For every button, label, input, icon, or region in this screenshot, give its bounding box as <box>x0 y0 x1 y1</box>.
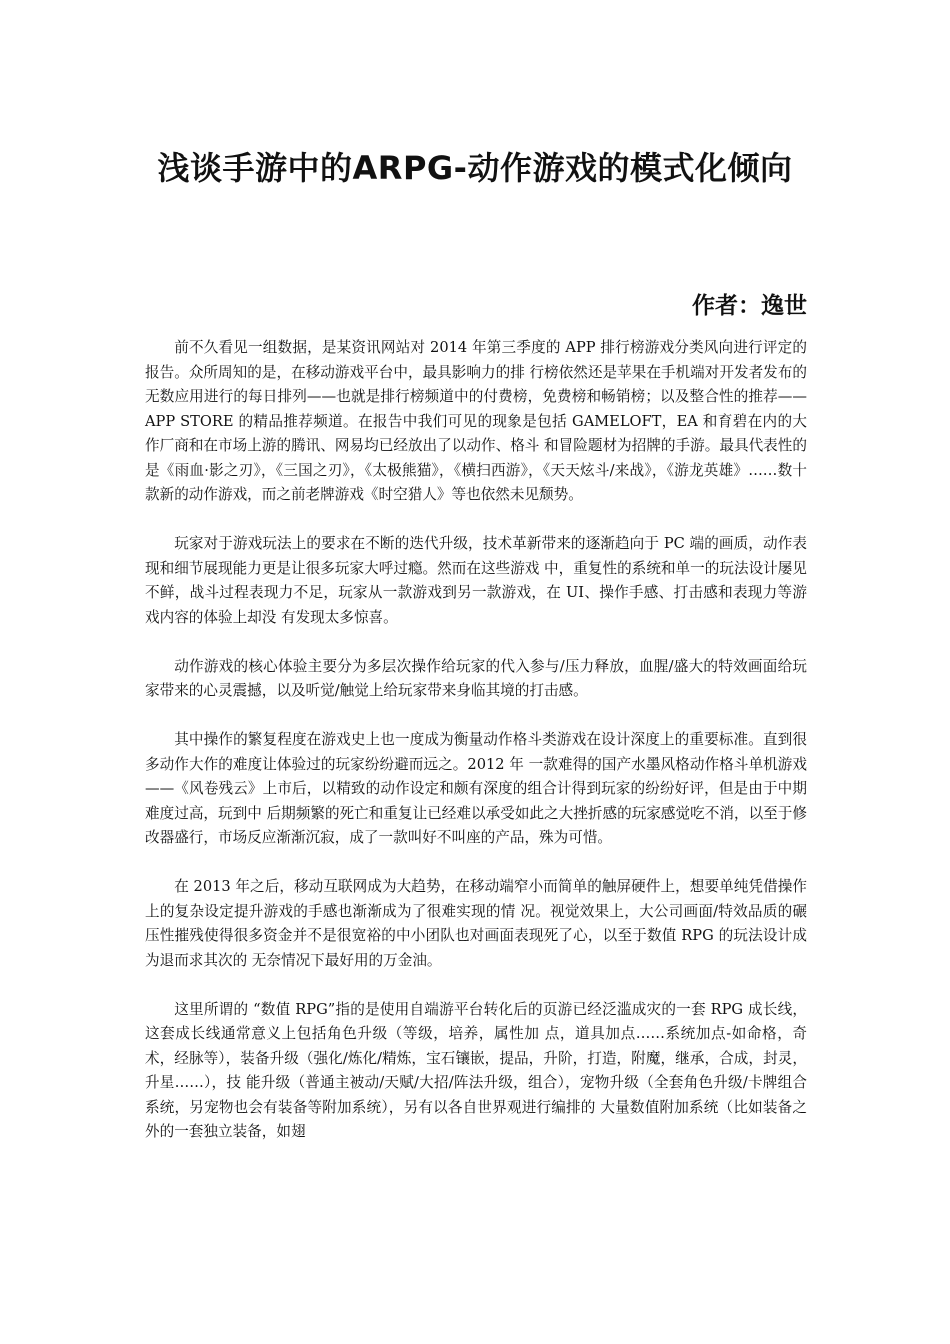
paragraph-5: 在 2013 年之后，移动互联网成为大趋势，在移动端窄小而简单的触屏硬件上，想要单纯凭借操作上的复杂设定提升游戏的手感也渐渐成为了很难实现的情 况。视觉效果上，大公司画面/特效品质的碾压性摧残使得很多资金并不是很宽裕的中小团队也对画面表现死了心，以至于数值 RPG 的玩法设计成为退而求其次的 无奈情况下最好用的万金油。 <box>145 878 807 969</box>
document-title: 浅谈手游中的ARPG-动作游戏的模式化倾向 <box>157 149 793 187</box>
paragraph-1: 前不久看见一组数据，是某资讯网站对 2014 年第三季度的 APP 排行榜游戏分类风向进行评定的报告。众所周知的是，在移动游戏平台中，最具影响力的排 行榜依然还是苹果在手机端对开发者发布的无数应用进行的每日排列——也就是排行榜频道中的付费榜，免费榜和畅销榜；以及整合性的推荐——APP STORE 的精品推荐频道。在报告中我们可见的现象是包括 GAMELOFT，EA 和育碧在内的大作厂商和在市场上游的腾讯、网易均已经放出了以动作、格斗 和冒险题材为招牌的手游。最具代表性的是《雨血·影之刃》，《三国之刃》，《太极熊猫》，《横扫西游》，《天天炫斗/来战》，《游龙英雄》……数十款新的动作游戏，而之前老牌游戏《时空猎人》等也依然未见颓势。 <box>145 339 807 503</box>
document-body <box>145 336 807 1145</box>
paragraph-4: 其中操作的繁复程度在游戏史上也一度成为衡量动作格斗类游戏在设计深度上的重要标准。直到很多动作大作的难度让体验过的玩家纷纷避而远之。2012 年 一款难得的国产水墨风格动作格斗单机游戏——《风卷残云》上市后，以精致的动作设定和颇有深度的组合计得到玩家的纷纷好评，但是由于中期难度过高，玩到中 后期频繁的死亡和重复让已经难以承受如此之大挫折感的玩家感觉吃不消，以至于修改器盛行，市场反应渐渐沉寂，成了一款叫好不叫座的产品，殊为可惜。 <box>145 731 807 846</box>
document-author: 作者：逸世 <box>692 293 807 319</box>
paragraph-3: 动作游戏的核心体验主要分为多层次操作给玩家的代入参与/压力释放，血腥/盛大的特效画面给玩家带来的心灵震撼，以及听觉/触觉上给玩家带来身临其境的打击感。 <box>145 657 807 699</box>
paragraph-6: 这里所谓的 “数值 RPG”指的是使用自端游平台转化后的页游已经泛滥成灾的一套 RPG 成长线，这套成长线通常意义上包括角色升级（等级，培养，属性加 点，道具加点……系统加点-如命格，奇术，经脉等），装备升级（强化/炼化/精炼，宝石镶嵌，提品，升阶，打造，附魔，继承，合成，封灵，升星……），技 能升级（普通主被动/天赋/大招/阵法升级，组合），宠物升级（全套角色升级/卡牌组合系统，另宠物也会有装备等附加系统），另有以各自世界观进行编排的 大量数值附加系统（比如装备之外的一套独立装备，如翅 <box>145 1000 807 1140</box>
paragraph-2: 玩家对于游戏玩法上的要求在不断的迭代升级，技术革新带来的逐渐趋向于 PC 端的画质，动作表现和细节展现能力更是让很多玩家大呼过瘾。然而在这些游戏 中，重复性的系统和单一的玩法设计屡见不鲜，战斗过程表现力不足，玩家从一款游戏到另一款游戏，在 UI、操作手感、打击感和表现力等游戏内容的体验上却没 有发现太多惊喜。 <box>145 535 807 626</box>
